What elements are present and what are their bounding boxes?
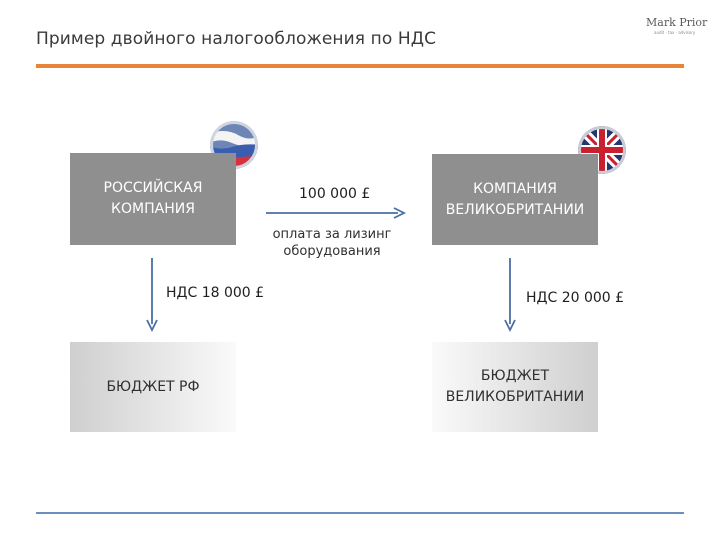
payment-arrow [266, 206, 410, 220]
budget-uk-label: БЮДЖЕТ ВЕЛИКОБРИТАНИИ [445, 368, 585, 405]
header-divider [36, 64, 684, 68]
budget-rf-box [70, 342, 236, 432]
payment-description-label: оплата за лизинг оборудования [272, 227, 392, 259]
budget-uk-box [432, 342, 598, 432]
russian-company-box [70, 153, 236, 245]
logo-tagline: audit · tax · advisory [654, 30, 696, 35]
budget-rf-label: БЮДЖЕТ РФ [106, 378, 200, 395]
page-title: Пример двойного налогообложения по НДС [36, 29, 437, 49]
vat-uk-arrow [503, 258, 517, 332]
vat-uk-label: НДС 20 000 £ [526, 290, 625, 306]
vat-rf-label: НДС 18 000 £ [166, 285, 265, 301]
uk-company-box [432, 154, 598, 245]
company-logo [646, 16, 710, 38]
footer-divider [36, 512, 684, 514]
uk-company-label: КОМПАНИЯ ВЕЛИКОБРИТАНИИ [445, 180, 585, 218]
vat-rf-arrow [145, 258, 159, 332]
logo-text: Mark Prior [646, 16, 708, 29]
payment-amount-label: 100 000 £ [299, 186, 371, 202]
russian-company-label: РОССИЙСКАЯ КОМПАНИЯ [103, 180, 203, 217]
